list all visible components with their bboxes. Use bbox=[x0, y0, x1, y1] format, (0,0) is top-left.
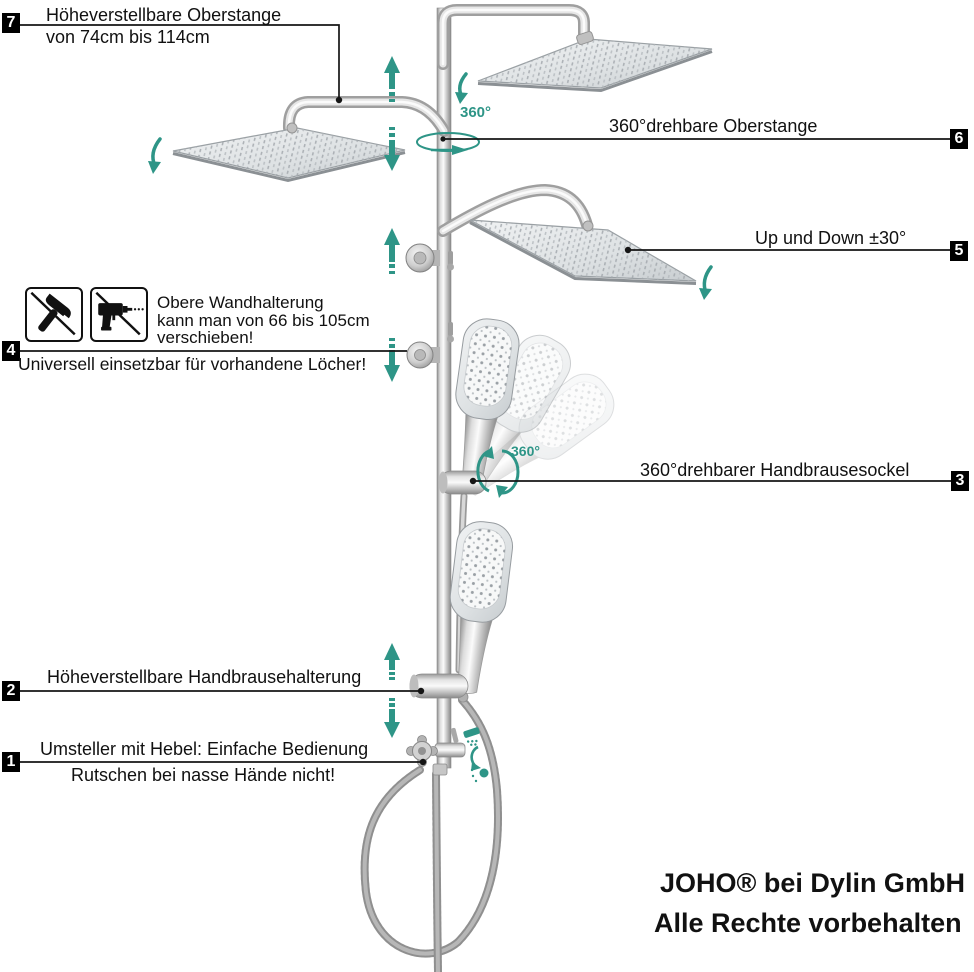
callout-5-label: Up und Down ±30° bbox=[755, 228, 907, 248]
callout-3-badge: 3 bbox=[951, 471, 969, 491]
callout-7-line1: Höheverstellbare Oberstange bbox=[46, 5, 282, 25]
callout-2-badge: 2 bbox=[2, 681, 20, 701]
arrow-up-top-bar-icon bbox=[384, 56, 400, 102]
callout-4-line1: Obere Wandhalterung bbox=[157, 293, 324, 312]
rotation-label-hand: 360° bbox=[511, 443, 540, 459]
rain-head-tilted bbox=[470, 220, 696, 284]
callout-1-badge: 1 bbox=[2, 752, 20, 772]
callout-4-label bbox=[157, 294, 370, 347]
diverter-valve bbox=[407, 727, 466, 775]
hand-shower-holder bbox=[410, 674, 469, 698]
callout-1-line1: Umsteller mit Hebel: Einfache Bedienung bbox=[40, 739, 369, 759]
callout-5-badge: 5 bbox=[950, 241, 968, 261]
callout-2-label: Höheverstellbare Handbrausehalterung bbox=[47, 667, 362, 687]
callout-7-line2: von 74cm bis 114cm bbox=[46, 27, 210, 47]
arrow-down-holder-icon bbox=[384, 698, 400, 738]
arrow-up-bracket-icon bbox=[384, 228, 400, 274]
callout-3-label: 360°drehbarer Handbrausesockel bbox=[640, 460, 910, 480]
arrow-up-holder-icon bbox=[384, 643, 400, 680]
tilt-arrow-tilted-head-icon bbox=[699, 267, 712, 300]
callout-1-line2: Rutschen bei nasse Hände nicht! bbox=[71, 765, 336, 785]
callout-7-badge: 7 bbox=[2, 13, 20, 33]
arrow-down-bracket-icon bbox=[384, 338, 400, 382]
rotation-label-top: 360° bbox=[460, 104, 492, 121]
brand-line: JOHO® bei Dylin GmbH bbox=[660, 868, 965, 898]
no-drill-icon bbox=[90, 287, 148, 342]
callout-4-badge: 4 bbox=[2, 341, 20, 361]
rain-head-left bbox=[173, 123, 405, 181]
callout-7-label bbox=[46, 4, 281, 48]
rights-line: Alle Rechte vorbehalten bbox=[654, 908, 962, 938]
callout-4-below-label: Universell einsetzbar für vorhandene Löcher! bbox=[18, 354, 367, 374]
callout-4-line2: kann man von 66 bis 105cm bbox=[157, 310, 370, 330]
left-arm bbox=[289, 102, 444, 131]
tilt-arrow-right-head-icon bbox=[455, 74, 468, 104]
callout-6-badge: 6 bbox=[950, 129, 968, 149]
tilt-arrow-left-head-icon bbox=[148, 139, 161, 174]
no-hammer-icon bbox=[25, 287, 83, 342]
callout-6-label: 360°drehbare Oberstange bbox=[609, 116, 818, 136]
callout-4-line3: verschieben! bbox=[157, 328, 254, 347]
rain-head-top-right bbox=[478, 31, 712, 91]
